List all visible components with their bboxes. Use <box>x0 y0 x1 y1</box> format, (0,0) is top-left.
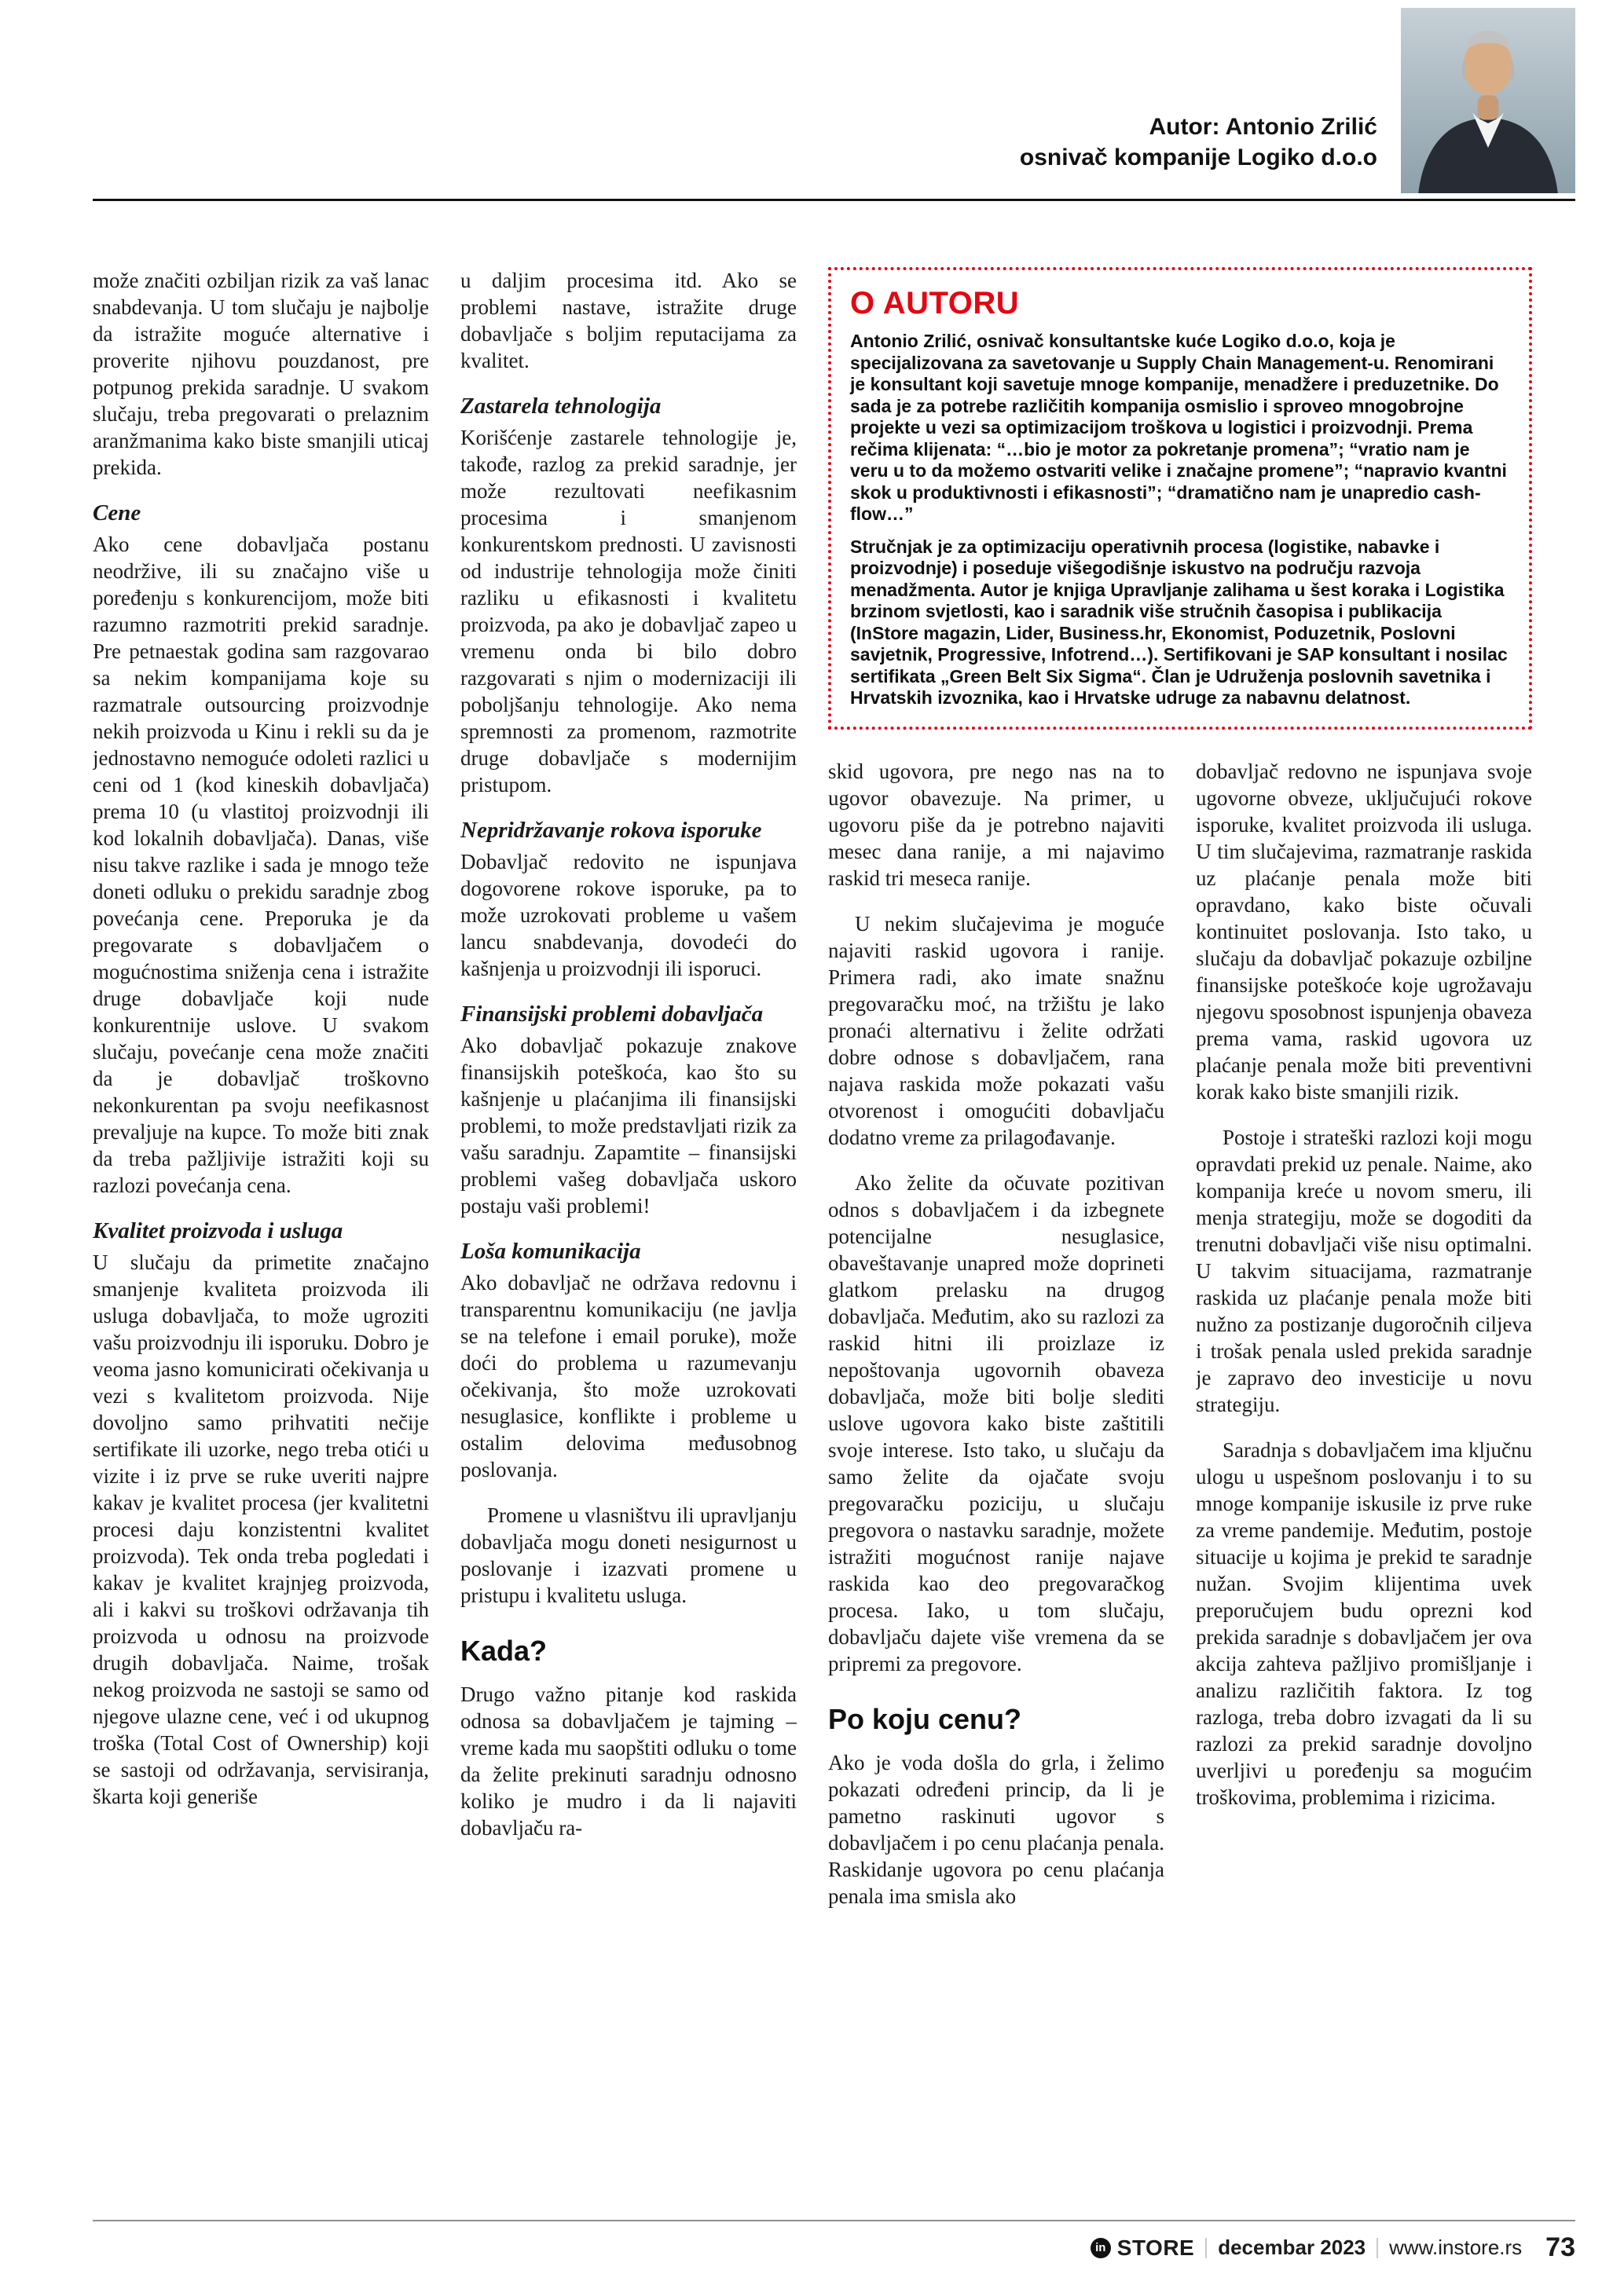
section-heading: Nepridržavanje rokova isporuke <box>460 818 762 843</box>
text-column-3 <box>828 758 1164 2188</box>
section-heading: Loša komunikacija <box>460 1239 641 1264</box>
section-heading: Kada? <box>460 1635 548 1667</box>
footer-date: decembar 2023 <box>1218 2236 1366 2259</box>
right-half <box>828 267 1532 2187</box>
author-credit-line2: osnivač kompanije Logiko d.o.o <box>1019 144 1377 170</box>
section-heading: Po koju cenu? <box>828 1702 1022 1735</box>
paragraph: Korišćenje zastarele tehnologije je, takođe, razlog za prekid saradnje, jer može rezultovati neefikasnim procesima i smanjenom konkurentskom prednosti. U zavisnosti od industrije tehnologija može činiti razliku u efikasnosti i kvalitetu proizvoda, pa ako je dobavljač zapeo u vremenu onda bi bilo dobro razgovarati s njim o modernizaciji ili poboljšanju tehnologije. Ako nema spremnosti za promenom, razmotrite druge dobavljače s modernijim pristupom. <box>460 426 797 796</box>
paragraph: Drugo važno pitanje kod raskida odnosa sa dobavljačem je tajming – vreme kada mu saopštiti odluku o tome da želite prekinuti saradnju odnosno koliko je mudro i da li najaviti dobavljaču ra- <box>460 1683 797 1840</box>
author-photo <box>1401 8 1575 193</box>
section-heading: Finansijski problemi dobavljača <box>460 1002 764 1027</box>
about-author-box <box>828 267 1532 730</box>
about-author-paragraph: Stručnjak je za optimizaciju operativnih procesa (logistike, nabavke i proizvodnje) i poseduje višegodišnje iskustvo na području razvoja menadžmenta. Autor je knjiga Upravljanje zalihama u šest koraka i Logistika brzinom svjetlosti, kao i saradnik više stručnih časopisa i publikacija (InStore magazin, Lider, Business.hr, Ekonomist, Poduzetnik, Poslovni savjetnik, Progressive, Infotrend…). Sertifikovani je SAP konsultant i nosilac sertifikata „Green Belt Six Sigma“. Član je Udruženja poslovnih savetnika i Hrvatskih izvoznika, kao i Hrvatske udruge za nabavnu delatnost. <box>850 536 1508 708</box>
paragraph: Saradnja s dobavljačem ima ključnu ulogu u uspešnom poslovanju i to su mnoge kompanije iskusile iz prve ruke za vreme pandemije. Međutim, postoje situacije u kojima je prekid te saradnje nužan. Svojim klijentima uvek preporučujem budu oprezni kod prekida saradnje s dobavljačem jer ova akcija zahteva pažljivo promišljanje i analizu različitih faktora. Iz tog razloga, treba dobro izvagati da li su razlozi za prekid saradnje dovoljno uverljivi u poređenju sa mogućim troškovima, problemima i rizicima. <box>1196 1437 1532 1809</box>
text-column-4 <box>1196 758 1532 2188</box>
article-body <box>93 267 1531 2187</box>
footer-brand: STORE <box>1116 2235 1195 2260</box>
paragraph: Ako želite da očuvate pozitivan odnos s dobavljačem i da izbegnete potencijalne nesuglasice, obaveštavanje unapred može doprineti glatkom prelasku na drugog dobavljača. Međutim, ako su razlozi za raskid hitni ili proizlaze iz nepoštovanja ugovornih obaveza dobavljača, može biti bolje slediti uslove ugovora kako biste zaštitili svoje interese. Isto tako, u slučaju da samo želite da ojačate svoju pregovaračku poziciju, u slučaju pregovora o nastavku saradnje, možete istražiti mogućnost ranije najave raskida kao deo pregovaračkog procesa. Iako, u tom slučaju, dobavljaču dajete više vremena da se pripremi za pregovore. <box>828 1170 1164 1675</box>
paragraph: Ako je voda došla do grla, i želimo pokazati određeni princip, da li je pametno raskinuti ugovor s dobavljačem i po cenu plaćanja penala. Raskidanje ugovora po cenu plaćanja penala ima smisla ako <box>828 1750 1164 1908</box>
paragraph: Postoje i strateški razlozi koji mogu opravdati prekid uz penale. Naime, ako kompanija kreće u novom smeru, ili menja strategiju, može se dogoditi da trenutni dobavljači više nisu optimalni. U takvim situacijama, razmatranje raskida uz plaćanje penala može biti nužno za postizanje dugoročnih ciljeva i trošak penala usled prekida saradnje je zapravo deo investicije u novu strategiju. <box>1196 1125 1532 1416</box>
paragraph: Ako dobavljač ne održava redovnu i transparentnu komunikaciju (ne javlja se na telefone i email poruke), može doći do problema u razumevanju očekivanja, što može uzrokovati nesuglasice, konflikte i probleme u ostalim delovima međusobnog poslovanja. <box>460 1271 797 1481</box>
page-number: 73 <box>1545 2232 1575 2262</box>
paragraph: Promene u vlasništvu ili upravljanju dobavljača mogu doneti nesigurnost u poslovanje i izazvati promene u pristupu i kvalitetu usluga. <box>460 1503 797 1607</box>
right-columns <box>828 758 1532 2188</box>
paragraph: U slučaju da primetite značajno smanjenje kvaliteta proizvoda ili usluga dobavljača, to može ugroziti vašu proizvodnju ili isporuku. Dobro je veoma jasno komunicirati očekivanja u vezi s kvalitetom proizvoda. Nije dovoljno samo prihvatiti nečije sertifikate ili uzorke, nego treba otići u vizite i iz prve se ruke uveriti najpre kakav je kvalitet procesa (jer kvalitetni procesi daju konzistentni kvalitet proizvoda). Tek onda treba pogledati i kakav je kvalitet krajnjeg proizvoda, ali i kakvi su troškovi održavanja tih proizvoda u odnosu na proizvode drugih dobavljača. Naime, trošak nekog proizvoda ne sastoji se samo od njegove ulazne cene, već i od ukupnog troška (Total Cost of Ownership) koji se sastoji od održavanja, servisiranja, škarta koji generiše <box>93 1251 429 1808</box>
instore-logo-icon: in <box>1091 2238 1111 2258</box>
section-heading: Cene <box>93 500 141 525</box>
text-column-2 <box>460 267 797 2187</box>
paragraph: U nekim slučajevima je moguće najaviti raskid ugovora i ranije. Primera radi, ako imate snažnu pregovaračku moć, na tržištu je lako pronaći alternativu i želite održati dobre odnose s dobavljačem, rana najava raskida može pokazati vašu otvorenost i omogućiti dobavljaču dodatno vreme za prilagođavanje. <box>828 911 1164 1149</box>
paragraph: Ako cene dobavljača postanu neodržive, ili su značajno više u poređenju s konkurencijom, može biti razumno razmotriti prekid saradnje. Pre petnaestak godina sam razgovarao sa nekim kompanijama koje su razmatrale outsourcing proizvodnje nekih proizvoda u Kinu i rekli su da je jednostavno nemoguće odoleti razlici u ceni od 1 (kod kineskih dobavljača) prema 10 (u vlastitoj proizvodnji ili kod lokalnih dobavljača). Danas, više nisu takve razlike i sada je mnogo teže doneti odluku o prekidu saradnje zbog povećanja cene. Preporuka je da pregovarate s dobavljačem o mogućnostima sniženja cena i istražite druge dobavljače koji nude konkurentnije uslove. U svakom slučaju, povećanje cena može značiti da je dobavljač troškovno nekonkurentan pa svoju neefikasnost prevaljuje na kupce. To može biti znak da treba pažljivije istražiti koji su razlozi povećanja cena. <box>93 533 429 1197</box>
paragraph: skid ugovora, pre nego nas na to ugovor obavezuje. Na primer, u ugovoru piše da je potrebno najaviti mesec dana ranije, a mi najavimo raskid tri meseca ranije. <box>828 759 1164 890</box>
paragraph: Dobavljač redovito ne ispunjava dogovorene rokove isporuke, pa to može uzrokovati probleme u vašem lancu snabdevanja, dovodeći do kašnjenja u proizvodnji ili isporuci. <box>460 850 797 980</box>
page-header <box>93 0 1575 201</box>
paragraph: može značiti ozbiljan rizik za vaš lanac snabdevanja. U tom slučaju je najbolje da istražite moguće alternative i proverite njihovu pouzdanost, pre potpunog prekida saradnje. U svakom slučaju, treba pregovarati o prelaznim aranžmanima kako biste smanjili uticaj prekida. <box>93 269 429 479</box>
section-heading: Zastarela tehnologija <box>460 394 662 419</box>
footer-separator <box>1377 2238 1378 2258</box>
author-portrait-illustration <box>1401 8 1575 193</box>
author-credit-line1: Autor: Antonio Zrilić <box>1149 114 1377 141</box>
author-credit <box>1020 112 1377 173</box>
about-author-paragraph: Antonio Zrilić, osnivač konsultantske kuće Logiko d.o.o, koja je specijalizovana za savetovanje u Supply Chain Management-u. Renomirani je konsultant koji savetuje mnoge kompanije, menadžere i preduzetnike. Do sada je za potrebe različitih kompanija osmislio i sproveo mnogobrojne projekte u vezi sa optimizacijom troškova u logistici i proizvodnji. Prema rečima klijenata: “…bio je motor za pokretanje promena”; “vratio nam je veru u to da možemo ostvariti velike i značajne promene”; “napravio kvantni skok u produktivnosti i efikasnosti”; “dramatično nam je unapredio cash-flow…” <box>850 331 1507 524</box>
footer-separator <box>1205 2238 1207 2258</box>
footer-url: www.instore.rs <box>1389 2236 1523 2259</box>
about-author-title: O AUTORU <box>850 286 1020 320</box>
paragraph: Ako dobavljač pokazuje znakove finansijskih poteškoća, kao što su kašnjenje u plaćanjima ili finansijski problemi, to može predstavljati rizik za vašu saradnju. Zapamtite – finansijski problemi vašeg dobavljača uskoro postaju vaši problemi! <box>460 1034 797 1218</box>
paragraph: dobavljač redovno ne ispunjava svoje ugovorne obveze, uključujući rokove isporuke, kvalitet proizvoda ili usluga. U tim slučajevima, razmatranje raskida uz plaćanje penala može biti opravdano, kako biste očuvali kontinuitet poslovanja. Isto tako, u slučaju da dobavljač pokazuje ozbiljne finansijske poteškoće koje ugrožavaju njegovu sposobnost ispunjenja obaveza prema vama, raskid ugovora uz plaćanje penala može biti preventivni korak kako biste smanjili rizik. <box>1196 759 1532 1104</box>
section-heading: Kvalitet proizvoda i usluga <box>93 1218 343 1243</box>
text-column-1 <box>93 267 429 2187</box>
paragraph: u daljim procesima itd. Ako se problemi nastave, istražite druge dobavljače s boljim reputacijama za kvalitet. <box>460 269 797 372</box>
header-rule <box>93 199 1575 201</box>
page-footer <box>93 2220 1575 2263</box>
